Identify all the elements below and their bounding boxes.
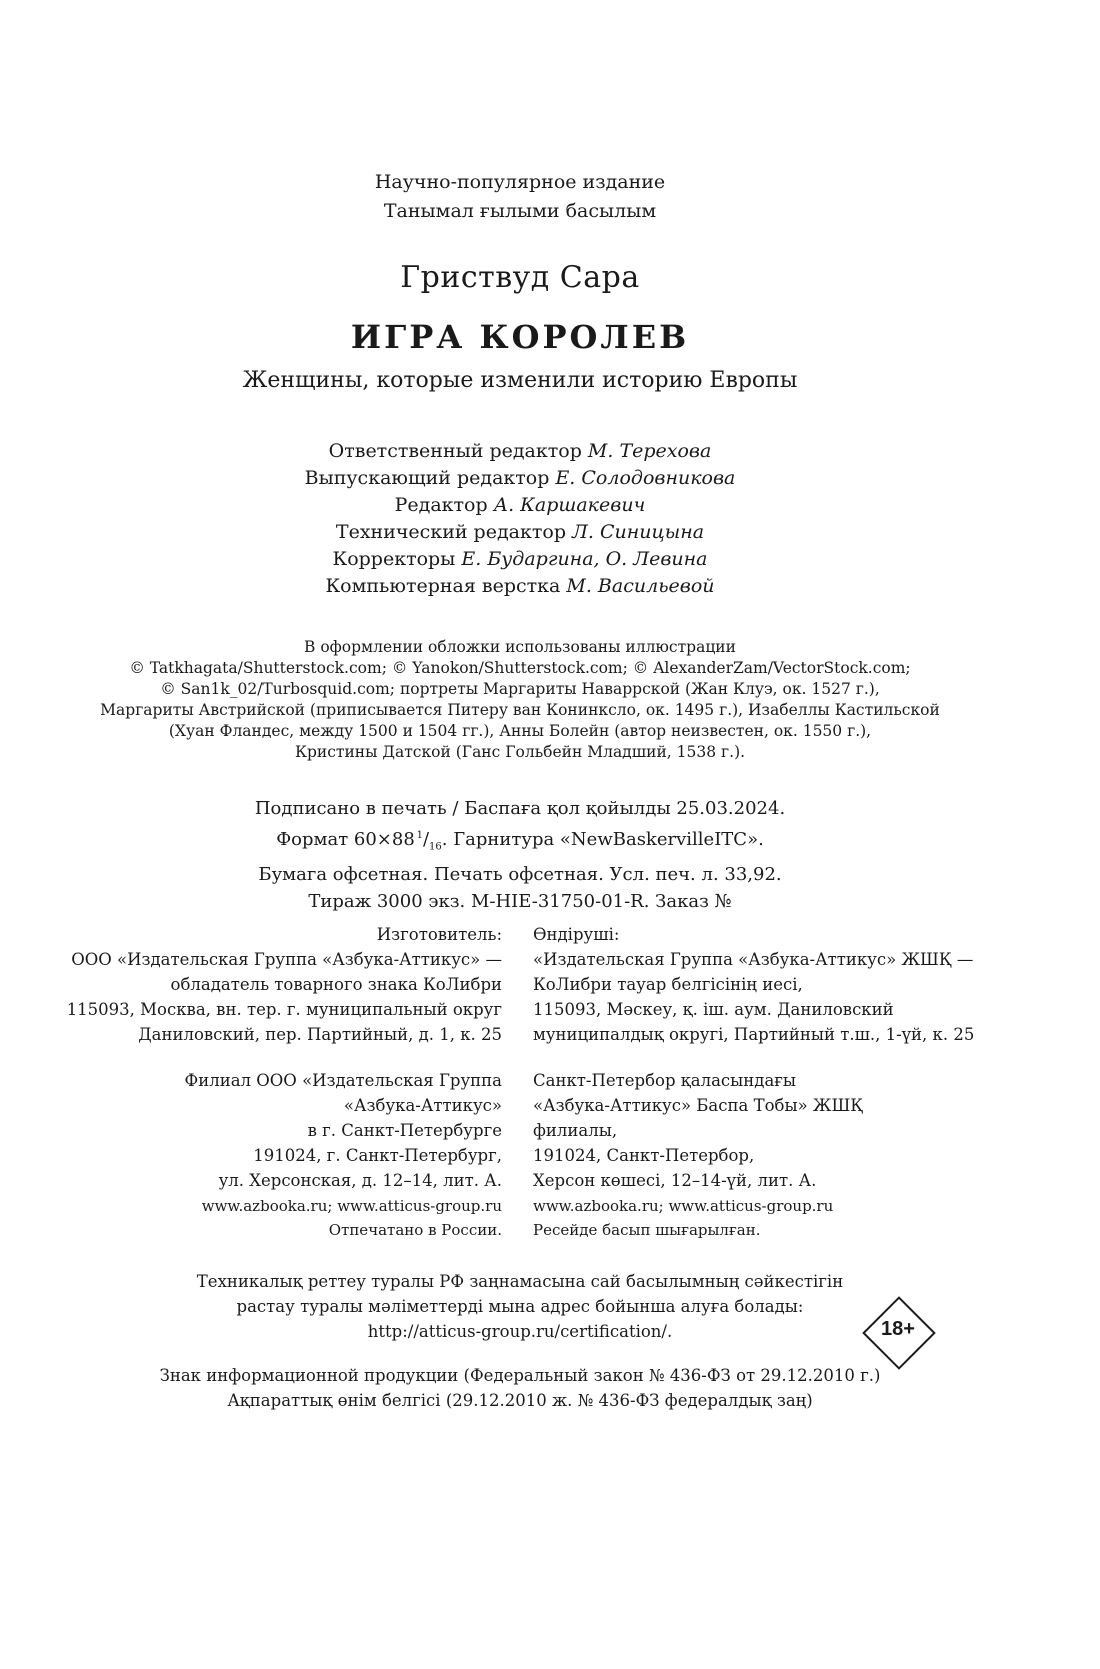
author-name: Гриствуд Сара	[400, 260, 640, 295]
age-rating-label: 18+	[881, 1318, 915, 1340]
format-line: Формат 60×88 $^1/_{16}$. Гарнитура «NewBaskervilleITC».	[276, 829, 764, 853]
website-links: www.azbooka.ru; www.atticus-group.ru	[533, 1197, 834, 1215]
print-info	[0, 795, 1040, 915]
illustration-line: Кристины Датской (Ганс Гольбейн Младший, 1538 г.).	[294, 743, 746, 761]
signed-date: Подписано в печать / Баспаға қол қойылды 25.03.2024.	[254, 798, 786, 819]
manufacturer-ru: Изготовитель: ООО «Издательская Группа «Азбука-Аттикус» — обладатель товарного знака КоЛибри 115093, Москва, вн. тер. г. муниципальный округ Даниловский, пер. Партийный, д. 1, к. 25	[66, 925, 502, 1044]
run-line: Тираж 3000 экз. M-HIE-31750-01-R. Заказ №	[308, 890, 732, 912]
edition-line-kz: Танымал ғылыми басылым	[383, 200, 657, 222]
age-rating-badge	[863, 1297, 933, 1367]
edition-type	[0, 168, 1040, 226]
credit-line: Корректоры Е. Бударгина, О. Левина	[332, 548, 708, 570]
illustration-line: В оформлении обложки использованы иллюстрации	[304, 638, 736, 656]
credit-line: Редактор А. Каршакевич	[394, 494, 646, 516]
book-title: ИГРА КОРОЛЕВ	[350, 318, 690, 356]
credit-line: Технический редактор Л. Синицына	[335, 521, 705, 543]
credit-line: Ответственный редактор М. Терехова	[328, 440, 712, 462]
illustration-line: © Tatkhagata/Shutterstock.com; © Yanokon/Shutterstock.com; © AlexanderZam/VectorStock.com;	[129, 659, 911, 677]
edition-line-ru: Научно-популярное издание	[374, 171, 666, 193]
credit-line: Компьютерная верстка М. Васильевой	[325, 575, 715, 597]
printed-in: Отпечатано в России.	[328, 1221, 502, 1239]
manufacturer-kz: Өндіруші: «Издательская Группа «Азбука-Аттикус» ЖШҚ — КоЛибри тауар белгісінің иесі, 115093, Мәскеу, қ. іш. аум. Даниловский муниципалдық округі, Партийный т.ш., 1-үй, к. 25	[533, 925, 975, 1044]
info-product-sign: Знак информационной продукции (Федеральный закон № 436-ФЗ от 29.12.2010 г.) Ақпараттық өнім белгісі (29.12.2010 ж. № 436-ФЗ федералдық заң)	[159, 1366, 881, 1410]
illustration-credits	[0, 637, 1040, 763]
web-kz	[533, 1194, 833, 1242]
certification-url: http://atticus-group.ru/certification/.	[367, 1322, 673, 1341]
book-subtitle: Женщины, которые изменили историю Европы	[242, 368, 798, 393]
credits-block	[0, 438, 1040, 600]
illustration-line: (Хуан Фландес, между 1500 и 1504 гг.), Анны Болейн (автор неизвестен, ок. 1550 г.),	[168, 722, 872, 740]
credit-line: Выпускающий редактор Е. Солодовникова	[304, 467, 736, 489]
web-ru	[202, 1194, 502, 1242]
paper-line: Бумага офсетная. Печать офсетная. Усл. печ. л. 33,92.	[258, 863, 782, 885]
printed-in: Ресейде басып шығарылған.	[533, 1221, 761, 1239]
branch-ru: Филиал ООО «Издательская Группа «Азбука-Аттикус» в г. Санкт-Петербурге 191024, г. Санкт-Петербург, ул. Херсонская, д. 12–14, лит. А.	[184, 1071, 502, 1190]
illustration-line: Маргариты Австрийской (приписывается Питеру ван Конинксло, ок. 1495 г.), Изабеллы Кастильской	[100, 701, 940, 719]
branch-kz: Санкт-Петербор қаласындағы «Азбука-Аттикус» Баспа Тобы» ЖШҚ филиалы, 191024, Санкт-Петербор, Херсон көшесі, 12–14-үй, лит. А.	[533, 1071, 864, 1190]
illustration-line: © San1k_02/Turbosquid.com; портреты Маргариты Наваррской (Жан Клуэ, ок. 1527 г.),	[160, 680, 880, 698]
website-links: www.azbooka.ru; www.atticus-group.ru	[201, 1197, 502, 1215]
certification-note: Техникалық реттеу туралы РФ заңнамасына сай басылымның сәйкестігін растау туралы мәліметтерді мына адрес бойынша алуға болады: http://atticus-group.ru/certification/.	[0, 1269, 1040, 1344]
